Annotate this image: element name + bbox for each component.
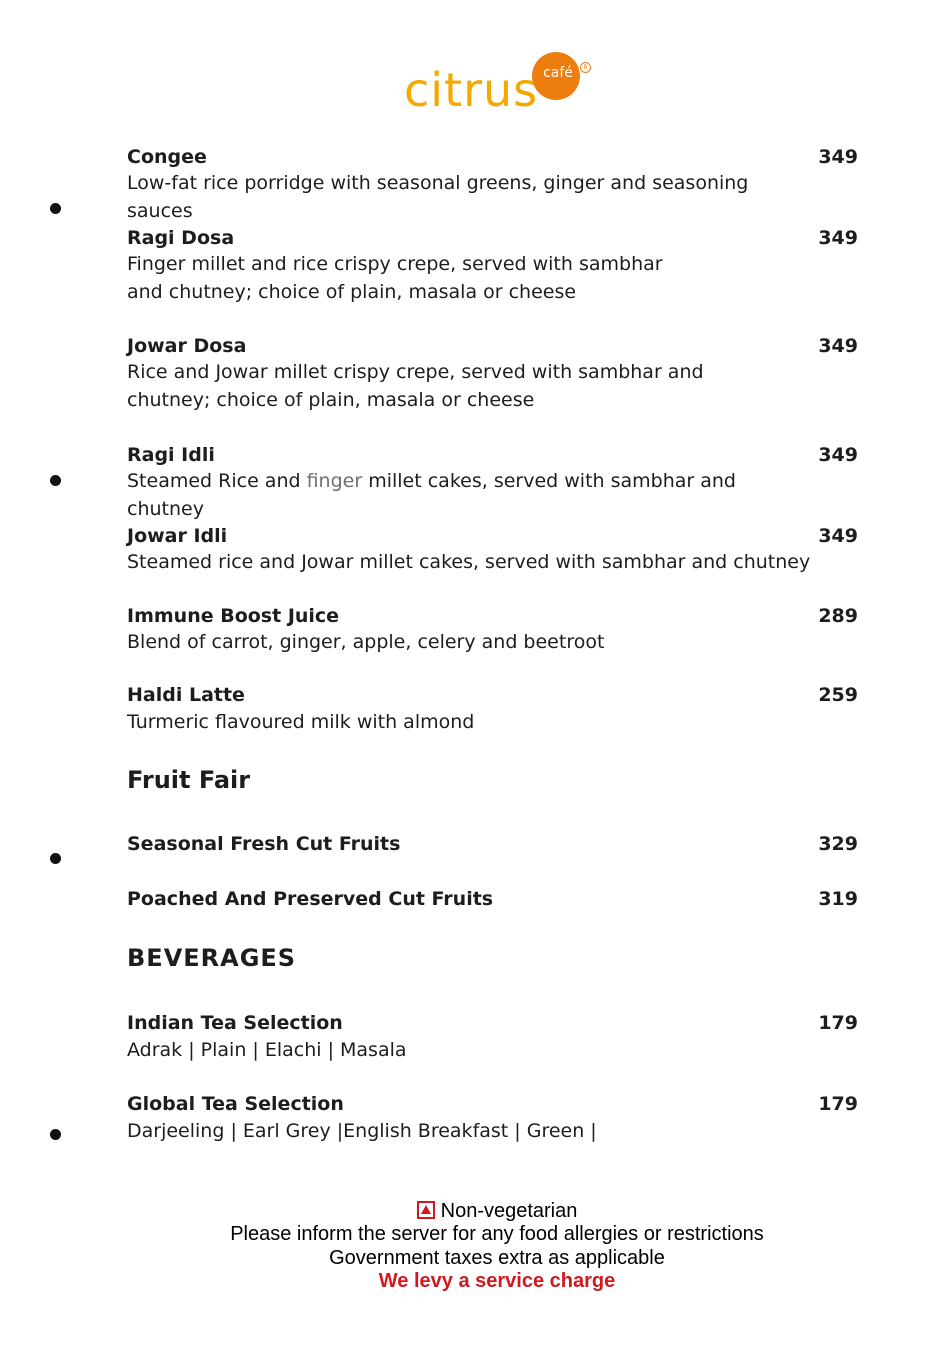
nonveg-triangle-icon [417,1201,435,1219]
registered-mark-icon: R [580,62,591,73]
menu-item-price: 349 [818,146,858,168]
menu-item-description: Blend of carrot, ginger, apple, celery and beetroot [127,631,605,653]
menu-item-name: Poached And Preserved Cut Fruits [127,888,494,910]
menu-item-description: Adrak | Plain | Elachi | Masala [127,1039,407,1061]
menu-item-description: Darjeeling | Earl Grey |English Breakfast | Green | [127,1120,597,1142]
menu-item-name: Congee [127,146,207,168]
footer-service-charge: We levy a service charge [378,1270,616,1292]
logo-wordmark: citrus [404,63,539,117]
citrus-cafe-logo [404,52,594,124]
description-highlight: finger [306,470,363,492]
menu-item-price: 349 [818,525,858,547]
menu-item-price: 349 [818,227,858,249]
menu-item-description: Rice and Jowar millet crispy crepe, served with sambhar and chutney; choice of plain, masala or cheese [127,361,704,411]
menu-item-name: Immune Boost Juice [127,605,340,627]
menu-item-description: Steamed rice and Jowar millet cakes, served with sambhar and chutney [127,551,811,573]
menu-item-name: Seasonal Fresh Cut Fruits [127,833,401,855]
bullet-dot-icon [50,475,61,486]
menu-item-name: Ragi Idli [127,444,215,466]
menu-item-description: Low-fat rice porridge with seasonal greens, ginger and seasoning sauces [127,172,749,222]
menu-item-price: 319 [818,888,858,910]
menu-item-price: 329 [818,833,858,855]
menu-item-price: 259 [818,684,858,706]
menu-item-price: 349 [818,444,858,466]
bullet-dot-icon [50,203,61,214]
bullet-dot-icon [50,1129,61,1140]
footer-tax-note: Government taxes extra as applicable [329,1247,665,1269]
menu-item-name: Global Tea Selection [127,1093,344,1115]
menu-item-name: Ragi Dosa [127,227,235,249]
description-part: Steamed Rice and [127,470,307,492]
menu-item-price: 179 [818,1012,858,1034]
bullet-dot-icon [50,853,61,864]
nonveg-label: Non-vegetarian [440,1200,578,1222]
description-part: millet cakes, served with sambhar and chutney [127,470,736,520]
section-title-fruit-fair: Fruit Fair [127,766,251,794]
menu-item-name: Haldi Latte [127,684,245,706]
menu-item-name: Jowar Dosa [127,335,247,357]
footer-nonveg-legend [0,1200,934,1223]
menu-item-description: Finger millet and rice crispy crepe, served with sambhar and chutney; choice of plain, masala or cheese [127,253,663,303]
menu-item-name: Jowar Idli [127,525,228,547]
menu-item-description [127,467,817,523]
menu-item-price: 179 [818,1093,858,1115]
menu-item-price: 289 [818,605,858,627]
menu-item-description: Turmeric flavoured milk with almond [127,711,475,733]
logo-cafe-text: café [543,65,573,81]
menu-item-name: Indian Tea Selection [127,1012,343,1034]
section-title-beverages: BEVERAGES [127,944,297,972]
footer-allergy-note: Please inform the server for any food allergies or restrictions [230,1223,764,1245]
menu-item-price: 349 [818,335,858,357]
